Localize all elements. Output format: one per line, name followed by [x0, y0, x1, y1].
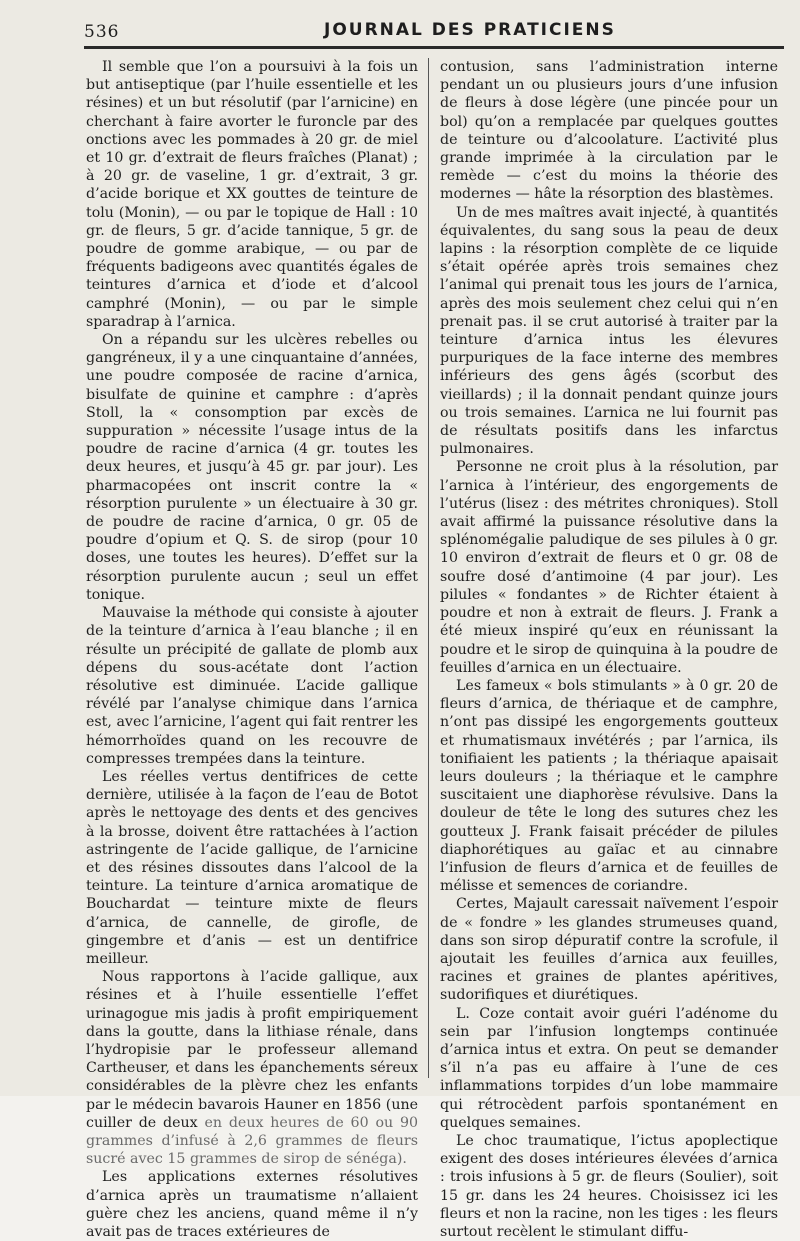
paragraph-contusion: contusion, sans l’administration interne pendant un ou plusieurs jours d’une infusion de fleurs à dose légère (une pincée pour un bol) qu’on a remplacée par quelques gouttes de teinture ou d’alcoolature. L’activité plus grande imprimée à la circulation par le remède — c’est du moins la théorie des modernes — hâte la résorption des blastèmes. [440, 59, 778, 203]
page-number: 536 [84, 22, 120, 42]
column-divider [428, 58, 429, 1078]
paragraph-lapins: Un de mes maîtres avait injecté, à quantités équivalentes, du sang sous la peau de deux lapins : la résorption complète de ce liquide s’était opérée après trois semaines chez l’animal qui prenait tous les jours de l’arnica, après des mois seulement chez celui qui n’en prenait pas. il se crut autorisé à traiter par la teinture d’arnica intus les élevures purpuriques de la face interne des membres inférieurs des gens âgés (scorbut des vieillards) ; il la donnait pendant quinze jours ou trois semaines. L’arnica ne lui fournit pas de résultats positifs dans les infarctus pulmonaires. [440, 204, 778, 458]
running-title: JOURNAL DES PRATICIENS [324, 20, 616, 40]
paragraph-urinagogue-text: Nous rapportons à l’acide gallique, aux résines et à l’huile essentielle l’effet urinagogue mis jadis à profit empiriquement dans la goutte, dans la lithiase rénale, dans l’hydropisie par le professeur allemand Cartheuser, et dans les épanchements séreux considérables de la plèvre chez les enfants par le médecin bavarois Hauner en 1856 (une cuiller de deux [86, 969, 418, 1131]
paragraph-ulceres: On a répandu sur les ulcères rebelles ou gangréneux, il y a une cinquantaine d’années, une poudre composée de racine d’arnica, bisulfate de quinine et camphre : d’après Stoll, la « consomption par excès de suppuration » nécessite l’usage intus de la poudre de racine d’arnica (4 gr. toutes les deux heures, et jusqu’à 45 gr. par jour). Les pharmacopées ont inscrit contre la « résorption purulente » un électuaire à 30 gr. de poudre de racine d’arnica, 0 gr. 05 de poudre d’opium et Q. S. de sirop (pour 10 doses, une toutes les heures). D’effet sur la résorption purulente aucun ; seul un effet tonique. [86, 332, 418, 603]
paragraph-uterus: Personne ne croit plus à la résolution, par l’arnica à l’intérieur, des engorgements de l’utérus (lisez : des métrites chroniques). Stoll avait affirmé la puissance résolutive dans la splénomégalie paludique de ses pilules à 0 gr. 10 environ d’extrait de fleurs et 0 gr. 08 de soufre dosé d’antimoine (4 par jour). Les pilules « fondantes » de Richter étaient à poudre et non à extrait de fleurs. J. Frank a été mieux inspiré qu’eux en réunissant la poudre et le sirop de quinquina à la poudre de feuilles d’arnica en un électuaire. [440, 459, 778, 676]
paragraph-eau-blanche: Mauvaise la méthode qui consiste à ajouter de la teinture d’arnica à l’eau blanche ; il en résulte un précipité de gallate de plomb aux dépens du sous-acétate dont l’action résolutive est diminuée. L’acide gallique révélé par l’analyse chimique dans l’arnica est, avec l’arnicine, l’agent qui fait rentrer les hémorrhoïdes quand on les recouvre de compresses trempées dans la teinture. [86, 605, 418, 767]
paragraph-furoncle: Il semble que l’on a poursuivi à la fois un but antiseptique (par l’huile essentielle et les résines) et un but résolutif (par l’arnicine) en cherchant à faire avorter le furoncle par des onctions avec les pommades à 20 gr. de miel et 10 gr. d’extrait de fleurs fraîches (Planat) ; à 20 gr. de vaseline, 1 gr. d’extrait, 3 gr. d’acide borique et XX gouttes de teinture de tolu (Monin), — ou par le topique de Hall : 10 gr. de fleurs, 5 gr. d’acide tannique, 5 gr. de poudre de gomme arabique, — ou par de fréquents badigeons avec quantités égales de teintures d’arnica et d’iode et d’alcool camphré (Monin), — ou par le simple sparadrap à l’arnica. [86, 59, 418, 330]
paragraph-urinagogue-faded: en deux heures de 60 ou 90 grammes d’infusé à 2,6 grammes de fleurs sucré avec 15 grammes de sirop de sénéga). [86, 1114, 419, 1168]
header-rule [84, 46, 784, 49]
paragraph-bols-stimulants: Les fameux « bols stimulants » à 0 gr. 20 de fleurs d’arnica, de thériaque et de camphre, n’ont pas dissipé les engorgements goutteux et rhumatismaux invétérés ; par l’arnica, ils tonifiaient les patients ; la thériaque apaisait leurs douleurs ; la thériaque et le camphre suscitaient une diaphorèse révulsive. Dans la douleur de tête le long des sutures chez les goutteux J. Frank faisait précéder de pilules diaphorétiques au gaïac et au cinnabre l’infusion de fleurs d’arnica et de feuilles de mélisse et semences de coriandre. [440, 677, 778, 895]
paragraph-dentifrices: Les réelles vertus dentifrices de cette dernière, utilisée à la façon de l’eau de Botot après le nettoyage des dents et des gencives à la brosse, doivent être rattachées à l’action astringente de l’acide gallique, de l’arnicine et des résines dissoutes dans l’alcool de la teinture. La teinture d’arnica aromatique de Bouchardat — teinture mixte de fleurs d’arnica, de cannelle, de girofle, de gingembre et d’anis — est un dentifrice meilleur. [86, 768, 418, 967]
right-column [440, 58, 778, 1241]
paragraph-coze: L. Coze contait avoir guéri l’adénome du sein par l’infusion longtemps continuée d’arnica intus et extra. On peut se demander s’il n’a pas eu affaire à l’une de ces inflammations torpides d’un lobe mammaire qui rétrocèdent parfois spontanément en quelques semaines. [440, 1005, 778, 1131]
paragraph-applications-externes: Les applications externes résolutives d’arnica après un traumatisme n’allaient guère chez les anciens, quand même il n’y avait pas de traces extérieures de [86, 1169, 418, 1240]
page-header [84, 20, 784, 46]
left-column [86, 58, 418, 1241]
paragraph-majault: Certes, Majault caressait naïvement l’espoir de « fondre » les glandes strumeuses quand, dans son sirop dépuratif contre la scrofule, il ajoutait les feuilles d’arnica aux feuilles, racines et graines de plantes apéritives, sudorifiques et diurétiques. [440, 896, 778, 1004]
paragraph-choc-traumatique: Le choc traumatique, l’ictus apoplectique exigent des doses intérieures élevées d’arnica : trois infusions à 5 gr. de fleurs (Soulier), soit 15 gr. dans les 24 heures. Choisissez ici les fleurs et non la racine, non les tiges : les fleurs surtout recèlent le stimulant diffu- [440, 1132, 778, 1240]
paragraph-urinagogue [86, 968, 418, 1168]
